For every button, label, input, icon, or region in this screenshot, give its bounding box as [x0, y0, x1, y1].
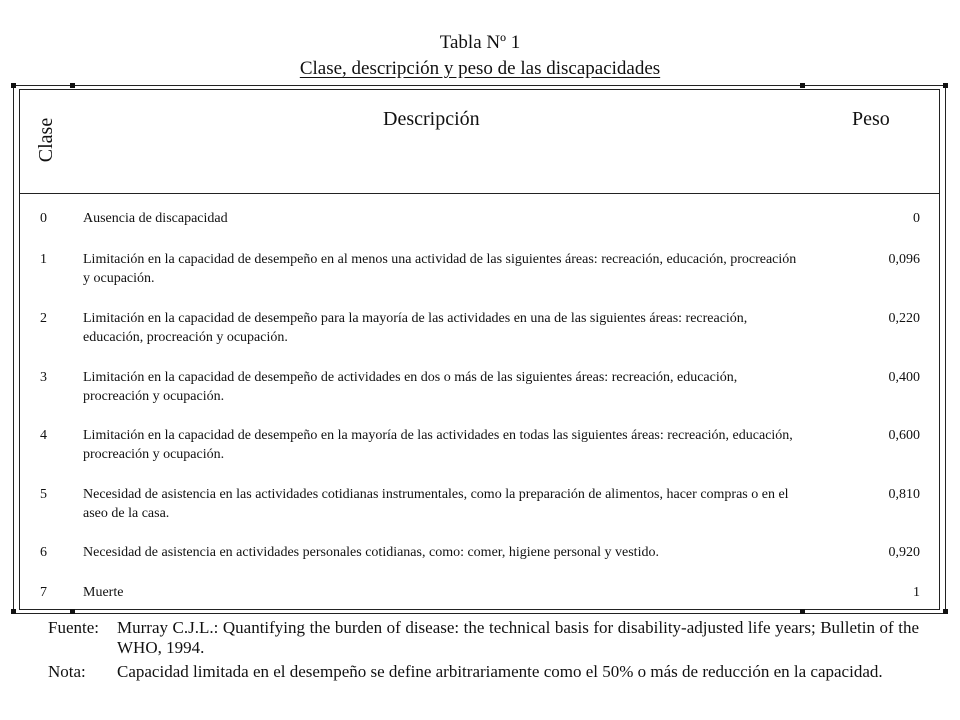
row-clase: 1 — [40, 252, 47, 267]
row-clase: 5 — [40, 487, 47, 502]
row-descripcion: Limitación en la capacidad de desempeño de actividades en dos o más de las siguientes áreas: recreación, educación, procreación y ocupación. — [83, 370, 738, 404]
frame-corner-mark — [70, 609, 75, 614]
frame-corner-mark — [800, 609, 805, 614]
frame-corner-mark — [70, 83, 75, 88]
header-divider — [19, 193, 940, 194]
row-descripcion: Muerte — [83, 585, 124, 600]
row-clase: 4 — [40, 428, 47, 443]
row-clase: 3 — [40, 370, 47, 385]
row-clase: 7 — [40, 585, 47, 600]
nota-text: Capacidad limitada en el desempeño se define arbitrariamente como el 50% o más de reducción en la capacidad. — [117, 662, 883, 681]
row-peso: 0,096 — [888, 252, 920, 267]
row-peso: 0,600 — [888, 428, 920, 443]
row-clase: 0 — [40, 211, 47, 226]
frame-corner-mark — [800, 83, 805, 88]
table-frame-inner — [19, 89, 940, 610]
nota-label: Nota: — [48, 662, 86, 681]
frame-corner-mark — [11, 609, 16, 614]
row-peso: 0,920 — [888, 545, 920, 560]
row-descripcion: Limitación en la capacidad de desempeño en al menos una actividad de las siguientes áreas: recreación, educación, procreación y ocupación. — [83, 252, 797, 286]
row-peso: 1 — [913, 585, 920, 600]
frame-corner-mark — [11, 83, 16, 88]
column-header-peso: Peso — [852, 108, 890, 130]
row-descripcion: Necesidad de asistencia en las actividades cotidianas instrumentales, como la preparación de alimentos, hacer compras o en el aseo de la casa. — [83, 487, 789, 521]
table-subtitle-text: Clase, descripción y peso de las discapacidades — [299, 58, 661, 79]
frame-corner-mark — [943, 609, 948, 614]
fuente-text: Murray C.J.L.: Quantifying the burden of disease: the technical basis for disability-adjusted life years; Bulletin of the WHO, 1994. — [117, 618, 919, 657]
row-peso: 0,220 — [888, 311, 920, 326]
fuente-label: Fuente: — [48, 618, 99, 637]
row-descripcion: Necesidad de asistencia en actividades personales cotidianas, como: comer, higiene personal y vestido. — [83, 545, 659, 560]
frame-corner-mark — [943, 83, 948, 88]
table-title: Tabla Nº 1 — [439, 32, 521, 53]
row-clase: 2 — [40, 311, 47, 326]
row-descripcion: Limitación en la capacidad de desempeño en la mayoría de las actividades en todas las siguientes áreas: recreación, educación, procreación y ocupación. — [83, 428, 793, 462]
row-peso: 0 — [913, 211, 920, 226]
row-descripcion: Limitación en la capacidad de desempeño para la mayoría de las actividades en una de las siguientes áreas: recreación, educación, procreación y ocupación. — [83, 311, 748, 345]
column-header-clase: Clase — [34, 117, 57, 163]
row-peso: 0,810 — [888, 487, 920, 502]
row-descripcion: Ausencia de discapacidad — [83, 211, 228, 226]
column-header-descripcion: Descripción — [383, 108, 480, 130]
row-peso: 0,400 — [888, 370, 920, 385]
row-clase: 6 — [40, 545, 47, 560]
table-subtitle — [0, 58, 960, 80]
